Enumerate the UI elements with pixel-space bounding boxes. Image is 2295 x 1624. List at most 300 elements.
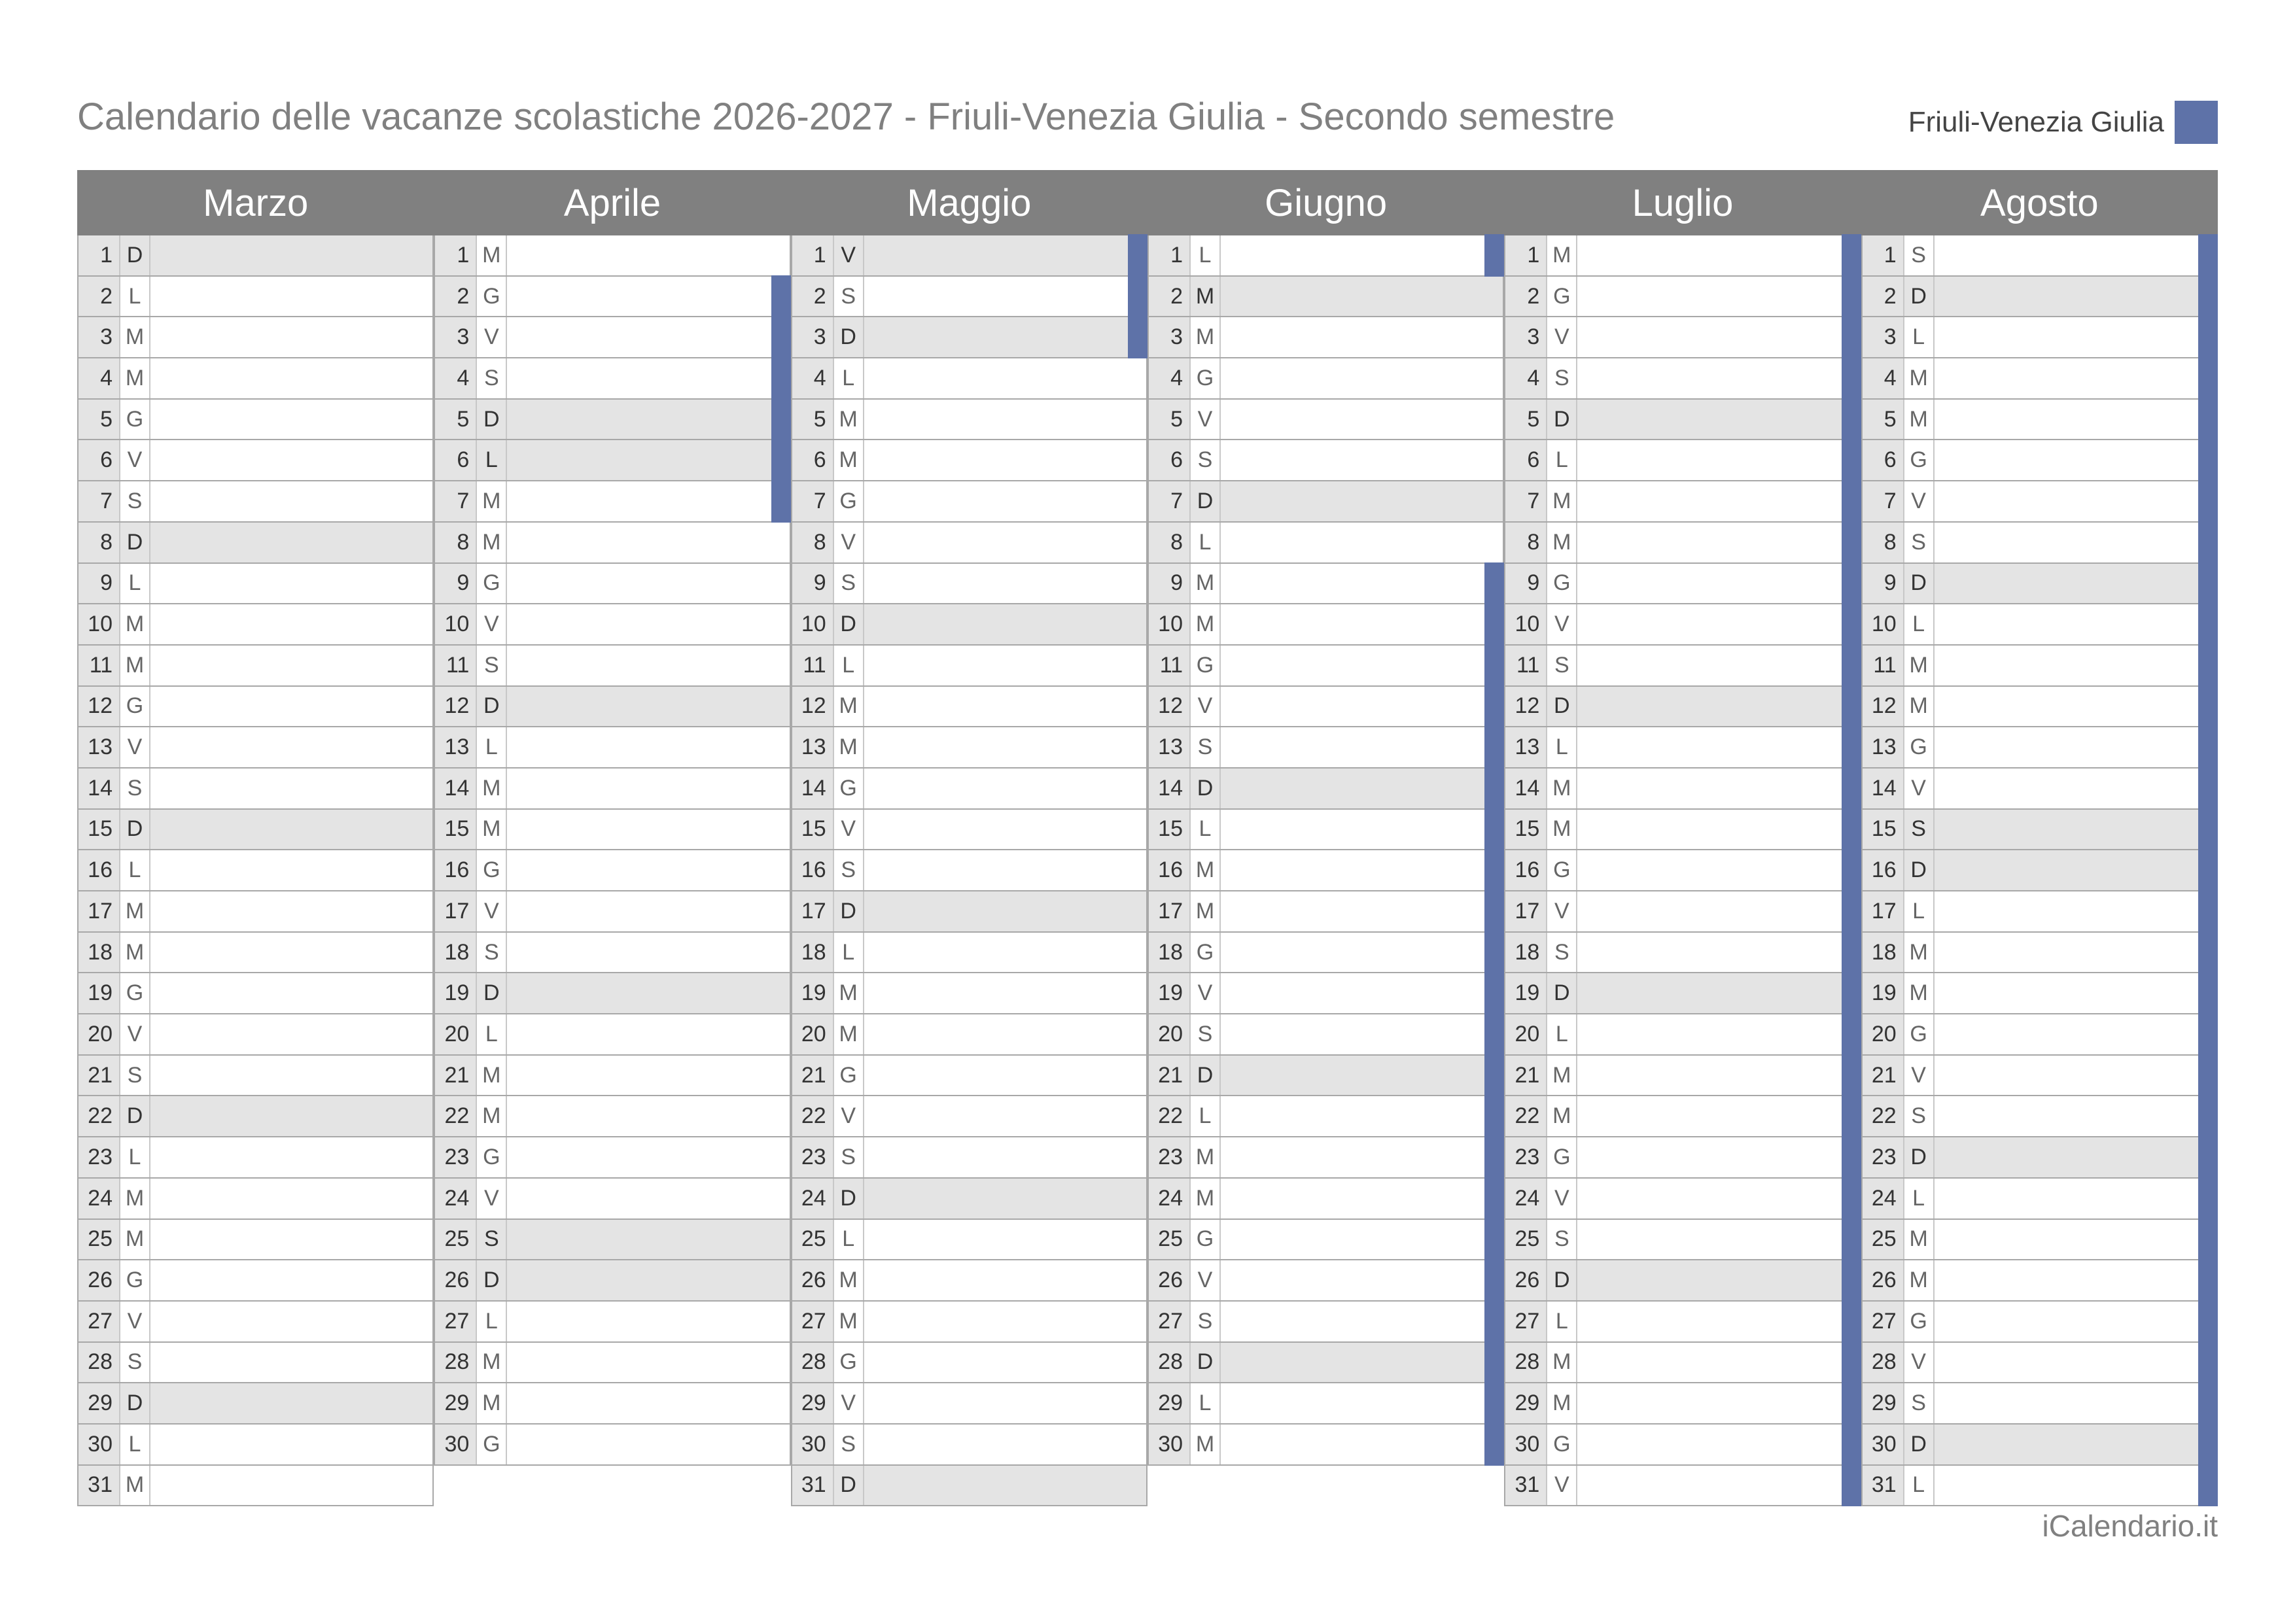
day-number: 13 [1148, 727, 1191, 767]
day-note-cell [507, 1383, 790, 1423]
month-header-july: Luglio [1632, 181, 1734, 224]
vacation-marker [1842, 1013, 1861, 1056]
day-row [434, 235, 790, 277]
day-note-cell [1577, 235, 1861, 275]
day-note-cell [150, 1096, 434, 1136]
day-note-cell [507, 973, 790, 1013]
day-row [1148, 850, 1504, 891]
weekday-letter: V [1547, 1466, 1577, 1506]
day-note-cell [1577, 769, 1861, 808]
day-row [1861, 400, 2218, 441]
weekday-letter: G [1547, 1425, 1577, 1464]
day-note-cell [1221, 810, 1504, 850]
day-note-cell [1935, 564, 2218, 604]
day-row [77, 317, 434, 358]
day-note-cell [864, 1466, 1148, 1506]
day-number: 17 [1504, 891, 1547, 931]
day-row [434, 604, 790, 646]
weekday-letter: D [1191, 1343, 1221, 1383]
day-note-cell [1221, 1137, 1504, 1177]
day-row [434, 810, 790, 851]
weekday-letter: V [834, 810, 864, 850]
day-note-cell [1935, 317, 2218, 357]
weekday-letter: S [120, 1056, 150, 1096]
vacation-marker [1842, 1218, 1861, 1261]
day-number: 18 [791, 933, 834, 973]
day-number: 10 [434, 604, 477, 644]
day-row [1148, 727, 1504, 769]
weekday-letter: M [477, 1096, 507, 1136]
day-note-cell [1935, 1260, 2218, 1300]
day-note-cell [1221, 277, 1504, 317]
day-number: 17 [1148, 891, 1191, 931]
weekday-letter: M [120, 646, 150, 685]
day-row [434, 440, 790, 481]
day-row [77, 891, 434, 933]
day-number: 21 [1504, 1056, 1547, 1096]
day-number: 16 [77, 850, 120, 890]
vacation-marker [2198, 1259, 2218, 1302]
weekday-letter: L [834, 1220, 864, 1260]
day-row [77, 564, 434, 605]
day-row [77, 1383, 434, 1425]
day-row [77, 400, 434, 441]
weekday-letter: D [1191, 1056, 1221, 1096]
month-column-may [791, 235, 1148, 1506]
day-note-cell [507, 810, 790, 850]
day-note-cell [1577, 1466, 1861, 1506]
day-note-cell [864, 1260, 1148, 1300]
day-note-cell [1221, 523, 1504, 562]
day-note-cell [864, 235, 1148, 275]
day-row [1148, 1096, 1504, 1137]
vacation-marker [1128, 316, 1148, 358]
vacation-marker [1484, 1013, 1504, 1056]
weekday-letter: G [1547, 1137, 1577, 1177]
day-number: 25 [1504, 1220, 1547, 1260]
day-note-cell [1935, 1425, 2218, 1464]
vacation-marker [1842, 1054, 1861, 1097]
weekday-letter: S [834, 277, 864, 317]
day-number: 29 [1504, 1383, 1547, 1423]
day-number: 1 [791, 235, 834, 275]
weekday-letter: V [834, 523, 864, 562]
weekday-letter: G [1191, 358, 1221, 398]
day-number: 28 [1504, 1343, 1547, 1383]
vacation-marker [1484, 808, 1504, 851]
day-row [1504, 646, 1861, 687]
day-number: 24 [434, 1179, 477, 1218]
weekday-letter: D [1904, 850, 1935, 890]
weekday-letter: L [1547, 1302, 1577, 1341]
day-number: 26 [791, 1260, 834, 1300]
vacation-marker [1842, 1341, 1861, 1384]
day-number: 3 [1861, 317, 1904, 357]
day-row [77, 687, 434, 728]
day-row [1148, 973, 1504, 1014]
vacation-marker [1842, 275, 1861, 318]
day-row [77, 810, 434, 851]
day-number: 3 [77, 317, 120, 357]
day-row [77, 358, 434, 400]
day-number: 11 [791, 646, 834, 685]
day-note-cell [507, 891, 790, 931]
month-header-march: Marzo [203, 181, 309, 224]
day-row [1504, 1302, 1861, 1343]
weekday-letter: L [1904, 1466, 1935, 1506]
day-note-cell [507, 1220, 790, 1260]
day-note-cell [1577, 564, 1861, 604]
day-number: 2 [1148, 277, 1191, 317]
weekday-letter: G [834, 481, 864, 521]
vacation-marker [771, 480, 791, 523]
weekday-letter: M [1904, 1260, 1935, 1300]
day-number: 31 [791, 1466, 834, 1506]
day-number: 30 [77, 1425, 120, 1464]
legend-color-swatch [2175, 101, 2218, 144]
day-row [434, 400, 790, 441]
day-row [77, 973, 434, 1014]
day-note-cell [1935, 687, 2218, 727]
weekday-letter: V [120, 727, 150, 767]
day-note-cell [1577, 973, 1861, 1013]
day-number: 8 [1861, 523, 1904, 562]
weekday-letter: D [1547, 687, 1577, 727]
day-number: 25 [434, 1220, 477, 1260]
day-note-cell [507, 850, 790, 890]
day-row [1148, 1137, 1504, 1179]
day-number: 20 [77, 1014, 120, 1054]
weekday-letter: M [834, 400, 864, 440]
day-note-cell [1935, 440, 2218, 480]
day-row [1148, 1014, 1504, 1056]
day-note-cell [1577, 687, 1861, 727]
weekday-letter: G [120, 687, 150, 727]
day-note-cell [1577, 1302, 1861, 1341]
day-row [791, 933, 1148, 974]
weekday-letter: M [477, 810, 507, 850]
day-note-cell [1221, 687, 1504, 727]
day-note-cell [507, 1056, 790, 1096]
day-number: 25 [77, 1220, 120, 1260]
day-row [791, 564, 1148, 605]
day-note-cell [1577, 850, 1861, 890]
day-row [1504, 358, 1861, 400]
weekday-letter: M [477, 769, 507, 808]
day-note-cell [1577, 1425, 1861, 1464]
vacation-marker [2198, 931, 2218, 974]
vacation-marker [1842, 1382, 1861, 1425]
weekday-letter: G [1191, 646, 1221, 685]
day-row [791, 235, 1148, 277]
day-row [77, 1096, 434, 1137]
day-note-cell [864, 1343, 1148, 1383]
weekday-letter: D [477, 973, 507, 1013]
vacation-marker [2198, 1464, 2218, 1507]
day-number: 23 [1148, 1137, 1191, 1177]
vacation-marker [1484, 1095, 1504, 1137]
day-note-cell [150, 973, 434, 1013]
day-number: 21 [77, 1056, 120, 1096]
day-number: 15 [434, 810, 477, 850]
legend-label: Friuli-Venezia Giulia [1908, 106, 2164, 138]
day-row [1861, 481, 2218, 523]
weekday-letter: S [834, 1137, 864, 1177]
day-note-cell [507, 687, 790, 727]
day-row [1504, 687, 1861, 728]
day-note-cell [864, 440, 1148, 480]
day-note-cell [150, 400, 434, 440]
weekday-letter: S [834, 564, 864, 604]
day-note-cell [150, 277, 434, 317]
day-note-cell [507, 1425, 790, 1464]
weekday-letter: V [1191, 973, 1221, 1013]
day-number: 12 [1861, 687, 1904, 727]
day-note-cell [507, 1096, 790, 1136]
day-row [791, 973, 1148, 1014]
day-row [1861, 1260, 2218, 1302]
weekday-letter: D [1904, 564, 1935, 604]
day-number: 6 [77, 440, 120, 480]
day-number: 1 [77, 235, 120, 275]
day-number: 5 [1148, 400, 1191, 440]
vacation-marker [1842, 316, 1861, 358]
day-number: 23 [77, 1137, 120, 1177]
day-row [1148, 891, 1504, 933]
day-row [1504, 1383, 1861, 1425]
day-note-cell [1935, 1179, 2218, 1218]
day-row [1861, 727, 2218, 769]
day-row [1148, 1343, 1504, 1384]
day-row [434, 891, 790, 933]
vacation-marker [1484, 1136, 1504, 1179]
day-row [434, 933, 790, 974]
weekday-letter: D [1547, 400, 1577, 440]
day-note-cell [150, 933, 434, 973]
day-number: 1 [1504, 235, 1547, 275]
day-note-cell [1221, 933, 1504, 973]
weekday-letter: D [120, 810, 150, 850]
day-row [1504, 1343, 1861, 1384]
day-note-cell [1935, 1383, 2218, 1423]
day-number: 26 [434, 1260, 477, 1300]
day-note-cell [864, 1425, 1148, 1464]
day-row [791, 523, 1148, 564]
vacation-marker [1842, 1300, 1861, 1343]
weekday-letter: S [1904, 1096, 1935, 1136]
weekday-letter: G [1547, 564, 1577, 604]
day-number: 31 [1861, 1466, 1904, 1506]
weekday-letter: L [1547, 440, 1577, 480]
day-note-cell [150, 1383, 434, 1423]
vacation-marker [771, 316, 791, 358]
day-note-cell [1935, 1466, 2218, 1506]
day-row [77, 850, 434, 891]
weekday-letter: G [477, 564, 507, 604]
day-number: 19 [1148, 973, 1191, 1013]
day-row [434, 277, 790, 318]
day-note-cell [1935, 1014, 2218, 1054]
weekday-letter: D [834, 317, 864, 357]
vacation-marker [1484, 726, 1504, 769]
day-number: 14 [77, 769, 120, 808]
day-row [1148, 1383, 1504, 1425]
day-number: 14 [1504, 769, 1547, 808]
day-number: 7 [77, 481, 120, 521]
day-number: 2 [77, 277, 120, 317]
day-note-cell [1577, 1137, 1861, 1177]
day-number: 12 [1148, 687, 1191, 727]
weekday-letter: V [120, 1302, 150, 1341]
weekday-letter: G [1547, 850, 1577, 890]
day-number: 14 [1148, 769, 1191, 808]
vacation-marker [2198, 849, 2218, 891]
vacation-marker [2198, 480, 2218, 523]
day-note-cell [1935, 1056, 2218, 1096]
day-number: 31 [1504, 1466, 1547, 1506]
day-note-cell [1935, 933, 2218, 973]
day-number: 8 [1148, 523, 1191, 562]
day-row [791, 440, 1148, 481]
vacation-marker [2198, 1423, 2218, 1466]
day-row [791, 1179, 1148, 1220]
day-note-cell [864, 810, 1148, 850]
day-row [1861, 564, 2218, 605]
day-number: 23 [1861, 1137, 1904, 1177]
day-row [1861, 523, 2218, 564]
vacation-marker [1484, 767, 1504, 810]
legend [1908, 101, 2218, 144]
day-row [1504, 1056, 1861, 1097]
day-number: 15 [1148, 810, 1191, 850]
day-row [77, 1137, 434, 1179]
day-number: 13 [77, 727, 120, 767]
day-number: 19 [791, 973, 834, 1013]
day-number: 16 [1504, 850, 1547, 890]
weekday-letter: L [1904, 1179, 1935, 1218]
weekday-letter: M [1547, 1383, 1577, 1423]
weekday-letter: L [1191, 1383, 1221, 1423]
weekday-letter: M [834, 973, 864, 1013]
weekday-letter: G [834, 769, 864, 808]
day-row [1861, 235, 2218, 277]
weekday-letter: M [1191, 1137, 1221, 1177]
day-note-cell [150, 604, 434, 644]
day-note-cell [864, 1056, 1148, 1096]
day-number: 2 [1861, 277, 1904, 317]
day-row [1504, 850, 1861, 891]
day-row [1504, 440, 1861, 481]
day-number: 13 [791, 727, 834, 767]
day-number: 12 [434, 687, 477, 727]
day-note-cell [507, 317, 790, 357]
weekday-letter: D [834, 891, 864, 931]
day-number: 14 [1861, 769, 1904, 808]
weekday-letter: G [1904, 727, 1935, 767]
day-row [1148, 400, 1504, 441]
day-number: 5 [434, 400, 477, 440]
weekday-letter: D [120, 523, 150, 562]
vacation-marker [1842, 603, 1861, 646]
day-note-cell [1935, 1137, 2218, 1177]
day-row [434, 1302, 790, 1343]
day-note-cell [507, 358, 790, 398]
day-note-cell [150, 891, 434, 931]
day-note-cell [1577, 1260, 1861, 1300]
day-note-cell [864, 604, 1148, 644]
day-row [77, 769, 434, 810]
day-row [791, 1302, 1148, 1343]
day-note-cell [864, 727, 1148, 767]
day-note-cell [150, 1014, 434, 1054]
day-row [1504, 727, 1861, 769]
day-note-cell [1935, 400, 2218, 440]
day-row [1861, 317, 2218, 358]
day-number: 11 [1861, 646, 1904, 685]
day-note-cell [1577, 481, 1861, 521]
day-note-cell [1935, 973, 2218, 1013]
weekday-letter: L [1904, 317, 1935, 357]
day-number: 28 [434, 1343, 477, 1383]
vacation-marker [2198, 1013, 2218, 1056]
day-row [791, 1014, 1148, 1056]
weekday-letter: S [1547, 358, 1577, 398]
weekday-letter: S [1191, 440, 1221, 480]
day-number: 31 [77, 1466, 120, 1506]
day-note-cell [1935, 891, 2218, 931]
vacation-marker [2198, 603, 2218, 646]
day-row [434, 850, 790, 891]
day-note-cell [150, 769, 434, 808]
day-number: 22 [1148, 1096, 1191, 1136]
vacation-marker [1842, 521, 1861, 564]
day-number: 22 [791, 1096, 834, 1136]
weekday-letter: V [834, 235, 864, 275]
day-note-cell [864, 481, 1148, 521]
day-note-cell [507, 1137, 790, 1177]
day-note-cell [1221, 400, 1504, 440]
vacation-marker [1484, 972, 1504, 1014]
day-row [434, 1137, 790, 1179]
day-note-cell [1577, 646, 1861, 685]
day-note-cell [1935, 1343, 2218, 1383]
month-column-june [1148, 235, 1504, 1506]
vacation-marker [1842, 808, 1861, 851]
day-row [77, 1302, 434, 1343]
vacation-marker [1484, 234, 1504, 277]
day-number: 1 [1861, 235, 1904, 275]
weekday-letter: M [1547, 1056, 1577, 1096]
vacation-marker [2198, 767, 2218, 810]
vacation-marker [2198, 521, 2218, 564]
day-row [434, 1383, 790, 1425]
day-row [434, 727, 790, 769]
vacation-marker [1842, 931, 1861, 974]
day-row [791, 1425, 1148, 1466]
day-row [434, 1056, 790, 1097]
day-row [1861, 933, 2218, 974]
vacation-marker [771, 357, 791, 400]
vacation-marker [1842, 1177, 1861, 1220]
day-note-cell [150, 481, 434, 521]
day-row [1861, 277, 2218, 318]
weekday-letter: M [1191, 850, 1221, 890]
day-number: 20 [1148, 1014, 1191, 1054]
vacation-marker [2198, 275, 2218, 318]
day-row [1148, 1425, 1504, 1466]
vacation-marker [2198, 726, 2218, 769]
weekday-letter: V [1547, 317, 1577, 357]
